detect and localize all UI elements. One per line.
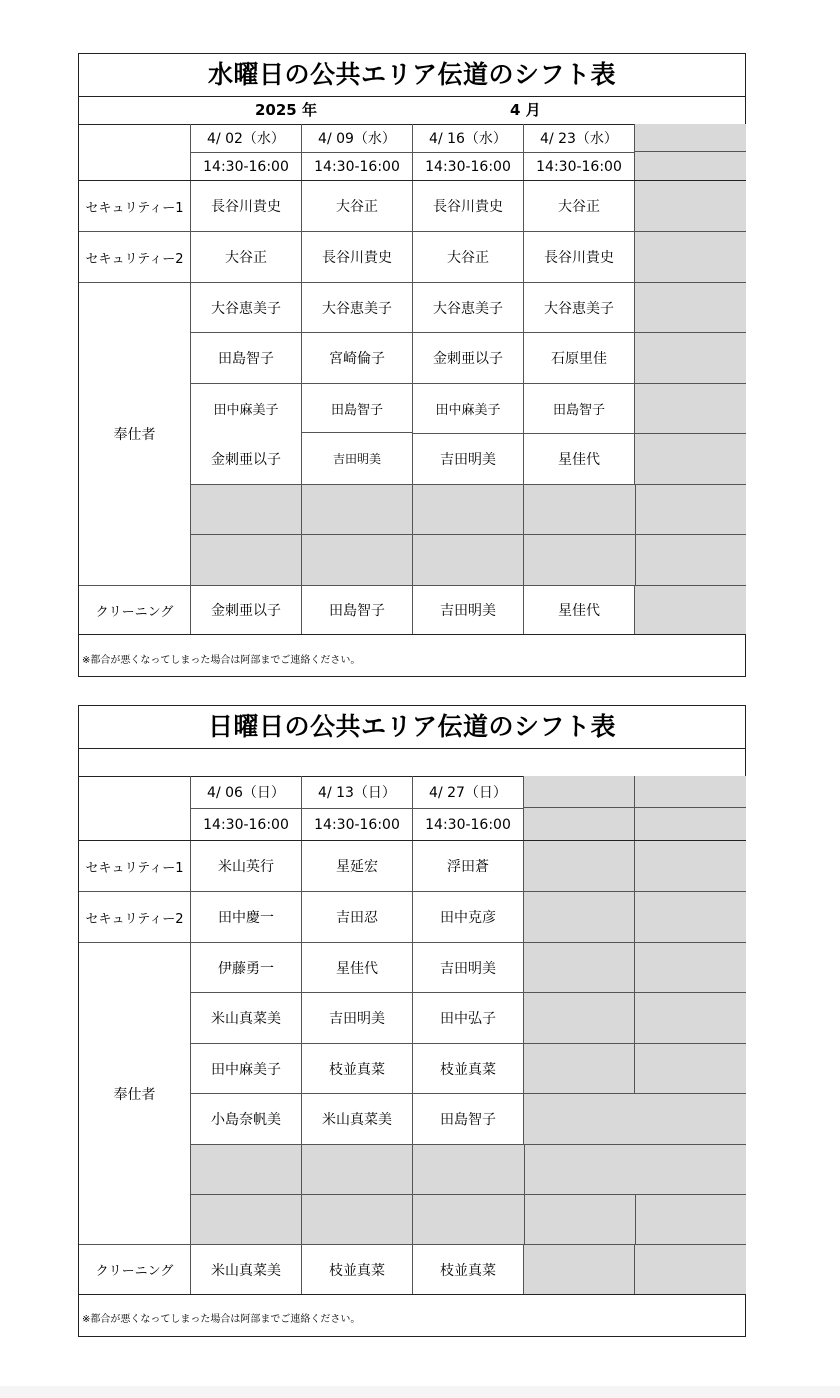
name-cell: 長谷川貴史 — [301, 231, 412, 282]
name-cell: 星佳代 — [301, 942, 412, 992]
name-cell: 枝並真菜 — [412, 1244, 524, 1294]
empty-cell — [301, 1194, 412, 1244]
name-cell: 田中弘子 — [412, 992, 524, 1043]
empty-cell — [412, 1194, 524, 1244]
page-bottom-strip — [0, 1386, 840, 1398]
name-cell: 吉田明美 — [301, 992, 412, 1043]
name-cell: 米山真菜美 — [190, 1244, 301, 1294]
name-cell: 田島智子 — [301, 585, 412, 634]
sunday-shift-table — [78, 705, 746, 1337]
time-cell: 14:30-16:00 — [301, 808, 412, 840]
time-cell: 14:30-16:00 — [412, 152, 523, 180]
empty-cell — [635, 534, 746, 585]
name-cell: 大谷正 — [190, 231, 301, 282]
name-cell: 大谷恵美子 — [412, 282, 523, 332]
empty-cell — [524, 891, 635, 942]
empty-cell — [524, 1043, 635, 1093]
name-cell: 星佳代 — [523, 433, 635, 484]
date-cell: 4/ 23（水） — [523, 124, 635, 152]
name-cell: 大谷正 — [301, 181, 412, 231]
month-label: 4 月 — [510, 101, 541, 119]
row-label-volunteers: 奉仕者 — [79, 942, 190, 1244]
empty-cell — [523, 484, 635, 534]
name-cell: 金刺亜以子 — [190, 585, 301, 634]
empty-cell — [635, 1194, 746, 1244]
empty-cell — [412, 484, 523, 534]
date-cell: 4/ 09（水） — [301, 124, 412, 152]
time-cell: 14:30-16:00 — [412, 808, 524, 840]
name-cell: 米山真菜美 — [301, 1093, 412, 1144]
empty-cell — [635, 181, 746, 231]
name-cell: 金刺亜以子 — [190, 433, 301, 484]
empty-cell — [635, 484, 746, 534]
empty-cell — [635, 841, 746, 891]
name-cell: 田島智子 — [412, 1093, 524, 1144]
name-cell: 田中麻美子 — [190, 1043, 301, 1093]
date-cell: 4/ 06（日） — [190, 776, 301, 808]
empty-cell — [190, 534, 301, 585]
name-cell: 大谷恵美子 — [301, 282, 412, 332]
row-label-volunteers: 奉仕者 — [79, 282, 190, 585]
name-cell: 星延宏 — [301, 841, 412, 891]
date-cell: 4/ 02（水） — [190, 124, 301, 152]
name-cell: 田中麻美子 — [412, 383, 523, 433]
empty-cell — [524, 776, 635, 808]
name-cell: 小島奈帆美 — [190, 1093, 301, 1144]
empty-cell — [301, 534, 412, 585]
name-cell: 枝並真菜 — [412, 1043, 524, 1093]
name-cell: 金刺亜以子 — [412, 332, 523, 383]
name-cell: 星佳代 — [523, 585, 635, 634]
empty-cell — [524, 992, 635, 1043]
empty-cell — [190, 484, 301, 534]
empty-cell — [524, 1244, 635, 1294]
contact-note: ※都合が悪くなってしまった場合は阿部までご連絡ください。 — [82, 655, 361, 666]
time-cell: 14:30-16:00 — [523, 152, 635, 180]
year-label: 2025 年 — [255, 101, 317, 119]
empty-cell — [635, 152, 746, 180]
name-cell: 大谷正 — [412, 231, 523, 282]
empty-cell — [524, 841, 635, 891]
name-cell: 長谷川貴史 — [523, 231, 635, 282]
name-cell: 大谷正 — [523, 181, 635, 231]
date-cell: 4/ 16（水） — [412, 124, 523, 152]
name-cell: 田島智子 — [301, 383, 412, 433]
empty-cell — [301, 1144, 412, 1194]
time-cell: 14:30-16:00 — [190, 152, 301, 180]
empty-cell — [635, 891, 746, 942]
empty-cell — [635, 124, 746, 152]
empty-cell — [524, 808, 635, 840]
date-cell: 4/ 13（日） — [301, 776, 412, 808]
empty-cell — [190, 1144, 301, 1194]
date-cell: 4/ 27（日） — [412, 776, 524, 808]
wednesday-title: 水曜日の公共エリア伝道のシフト表 — [79, 54, 745, 97]
name-cell: 吉田明美 — [412, 942, 524, 992]
name-cell: 田中慶一 — [190, 891, 301, 942]
empty-cell — [412, 1144, 524, 1194]
empty-cell — [635, 231, 746, 282]
empty-cell — [190, 1194, 301, 1244]
row-label-security1: セキュリティー1 — [85, 860, 184, 876]
name-cell: 田島智子 — [523, 383, 635, 433]
name-cell: 長谷川貴史 — [412, 181, 523, 231]
time-cell: 14:30-16:00 — [301, 152, 412, 180]
empty-cell — [635, 282, 746, 332]
empty-cell — [524, 1194, 635, 1244]
name-cell: 浮田蒼 — [412, 841, 524, 891]
empty-cell — [635, 433, 746, 484]
empty-cell — [635, 942, 746, 992]
empty-cell — [524, 1144, 746, 1194]
name-cell: 大谷恵美子 — [523, 282, 635, 332]
contact-note: ※都合が悪くなってしまった場合は阿部までご連絡ください。 — [82, 1314, 361, 1325]
name-cell: 宮崎倫子 — [301, 332, 412, 383]
name-cell: 吉田明美 — [301, 433, 412, 484]
blank-row — [79, 748, 745, 777]
name-cell: 枝並真菜 — [301, 1244, 412, 1294]
empty-cell — [635, 1244, 746, 1294]
row-label-security2: セキュリティー2 — [79, 891, 190, 942]
empty-cell — [635, 992, 746, 1043]
row-label-cleaning: クリーニング — [79, 1244, 190, 1294]
empty-cell — [635, 1043, 746, 1093]
time-cell: 14:30-16:00 — [190, 808, 301, 840]
name-cell: 田中克彦 — [412, 891, 524, 942]
empty-cell — [412, 534, 523, 585]
empty-cell — [635, 776, 746, 808]
name-cell: 長谷川貴史 — [190, 181, 301, 231]
empty-cell — [523, 534, 635, 585]
name-cell: 吉田明美 — [412, 585, 523, 634]
name-cell: 米山英行 — [190, 841, 301, 891]
row-label-cleaning: クリーニング — [79, 585, 190, 634]
empty-cell — [635, 383, 746, 433]
empty-cell — [524, 1093, 746, 1144]
year-month-row — [79, 96, 745, 125]
name-cell: 枝並真菜 — [301, 1043, 412, 1093]
name-cell: 大谷恵美子 — [190, 282, 301, 332]
name-cell: 石原里佳 — [523, 332, 635, 383]
empty-cell — [635, 808, 746, 840]
empty-cell — [635, 585, 746, 634]
wednesday-shift-table — [78, 53, 746, 677]
empty-cell — [524, 942, 635, 992]
name-cell: 田中麻美子 — [190, 383, 301, 433]
empty-cell — [301, 484, 412, 534]
name-cell: 伊藤勇一 — [190, 942, 301, 992]
name-cell: 田島智子 — [190, 332, 301, 383]
name-cell: 吉田明美 — [412, 433, 523, 484]
empty-cell — [635, 332, 746, 383]
sunday-title: 日曜日の公共エリア伝道のシフト表 — [79, 706, 745, 749]
row-label-security2: セキュリティー2 — [79, 231, 190, 282]
row-label-security1: セキュリティー1 — [85, 200, 184, 216]
name-cell: 米山真菜美 — [190, 992, 301, 1043]
name-cell: 吉田忍 — [301, 891, 412, 942]
